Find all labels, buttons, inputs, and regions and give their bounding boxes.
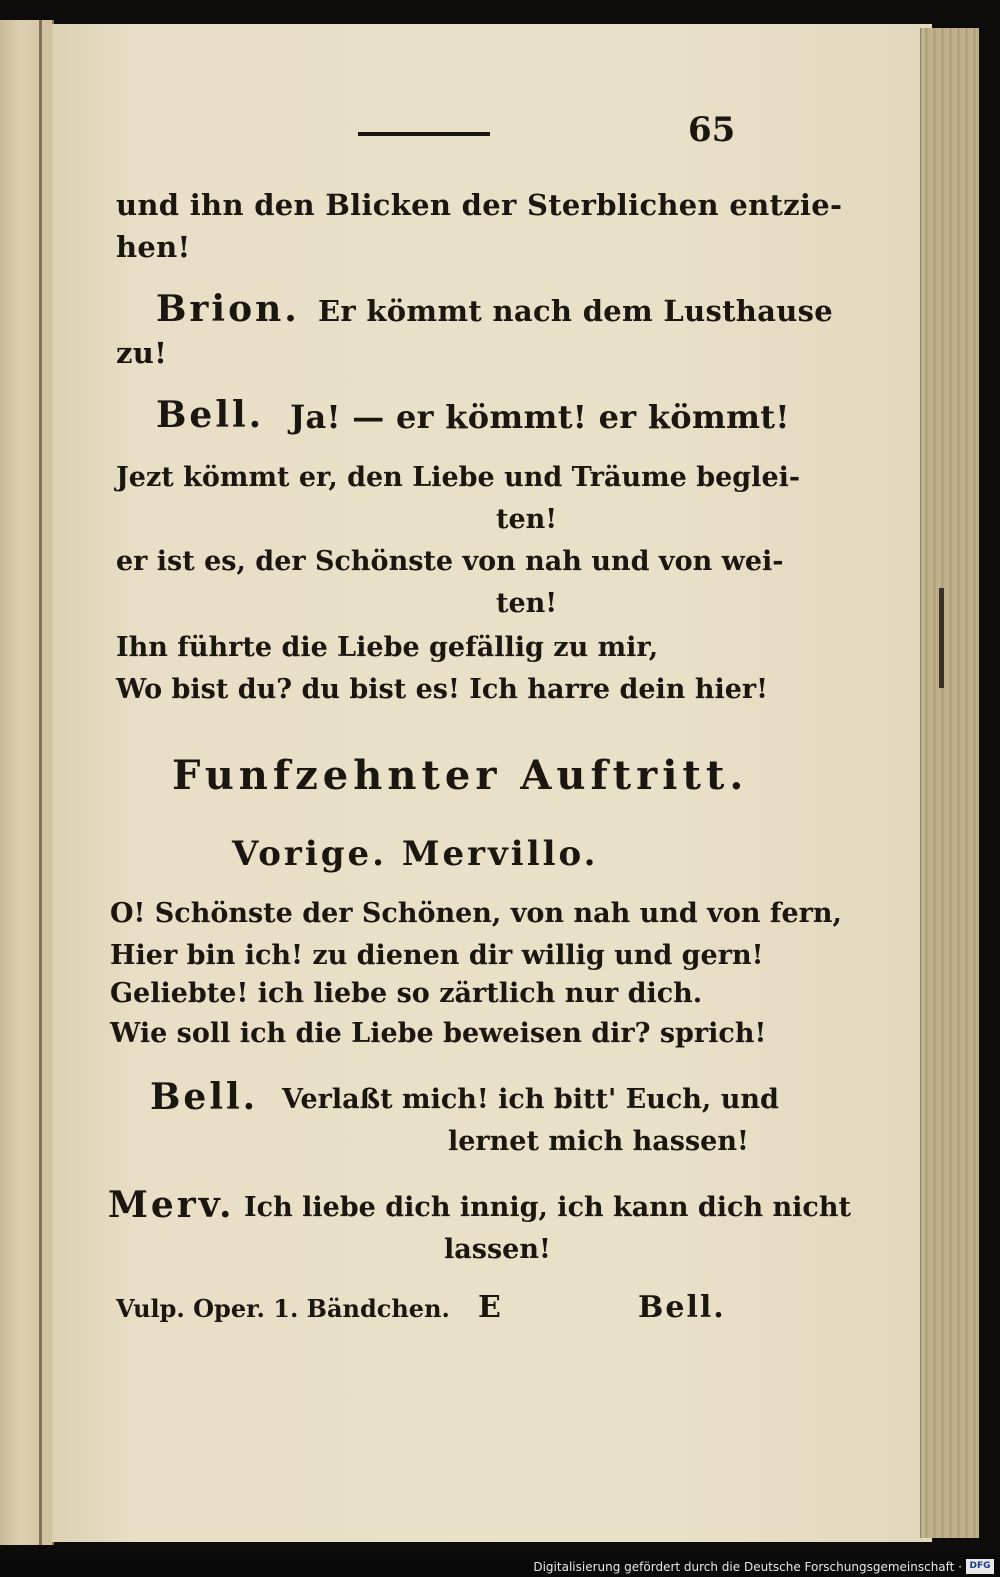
text-line: hen! [116,230,191,264]
page-number: 65 [688,110,736,150]
verse-line: Ich liebe dich innig, ich kann dich nicht [244,1192,851,1223]
verse-line: Hier bin ich! zu dienen dir willig und gern! [110,940,764,971]
page-stack-edge [920,28,979,1538]
verse-line: er ist es, der Schönste von nah und von wei- [116,546,784,577]
verse-line: O! Schönste der Schönen, von nah und von fern, [110,898,842,929]
text-line: zu! [116,336,168,370]
verse-line: Jezt kömmt er, den Liebe und Träume beglei- [116,462,801,493]
verse-line: ten! [496,504,558,535]
gutter-fold [39,20,42,1545]
catchword: Bell. [638,1290,726,1325]
sheet-mark: E [478,1290,501,1325]
verse-line: Wo bist du? du bist es! Ich harre dein hier! [116,674,768,705]
speaker-label: Bell. [156,394,265,436]
signature-line: Vulp. Oper. 1. Bändchen. [116,1294,450,1323]
left-page-edge [0,20,54,1545]
scene-persons: Vorige. Mervillo. [232,834,599,874]
verse-line: lassen! [444,1234,551,1265]
dfg-logo: DFG [966,1559,994,1574]
verse-line: Wie soll ich die Liebe beweisen dir? sprich! [110,1018,767,1049]
verse-line: lernet mich hassen! [448,1126,749,1157]
verse-line: Geliebte! ich liebe so zärtlich nur dich. [110,978,703,1009]
text-line: Ja! — er kömmt! er kömmt! [290,398,790,436]
verse-line: Ihn führte die Liebe gefällig zu mir, [116,632,659,663]
header-rule [358,132,490,136]
page-edge-mark [939,588,944,688]
speaker-label: Brion. [156,288,300,330]
credit-text: Digitalisierung gefördert durch die Deutsche Forschungsgemeinschaft · [533,1560,962,1574]
speaker-label: Merv. [108,1184,235,1226]
verse-line: Verlaßt mich! ich bitt' Euch, und [282,1084,779,1115]
text-line: Er kömmt nach dem Lusthause [318,294,834,328]
scene-heading: Funfzehnter Auftritt. [172,752,749,799]
text-line: und ihn den Blicken der Sterblichen entzie- [116,188,843,222]
verse-line: ten! [496,588,558,619]
credit-band [0,1553,1000,1577]
speaker-label: Bell. [150,1076,259,1118]
